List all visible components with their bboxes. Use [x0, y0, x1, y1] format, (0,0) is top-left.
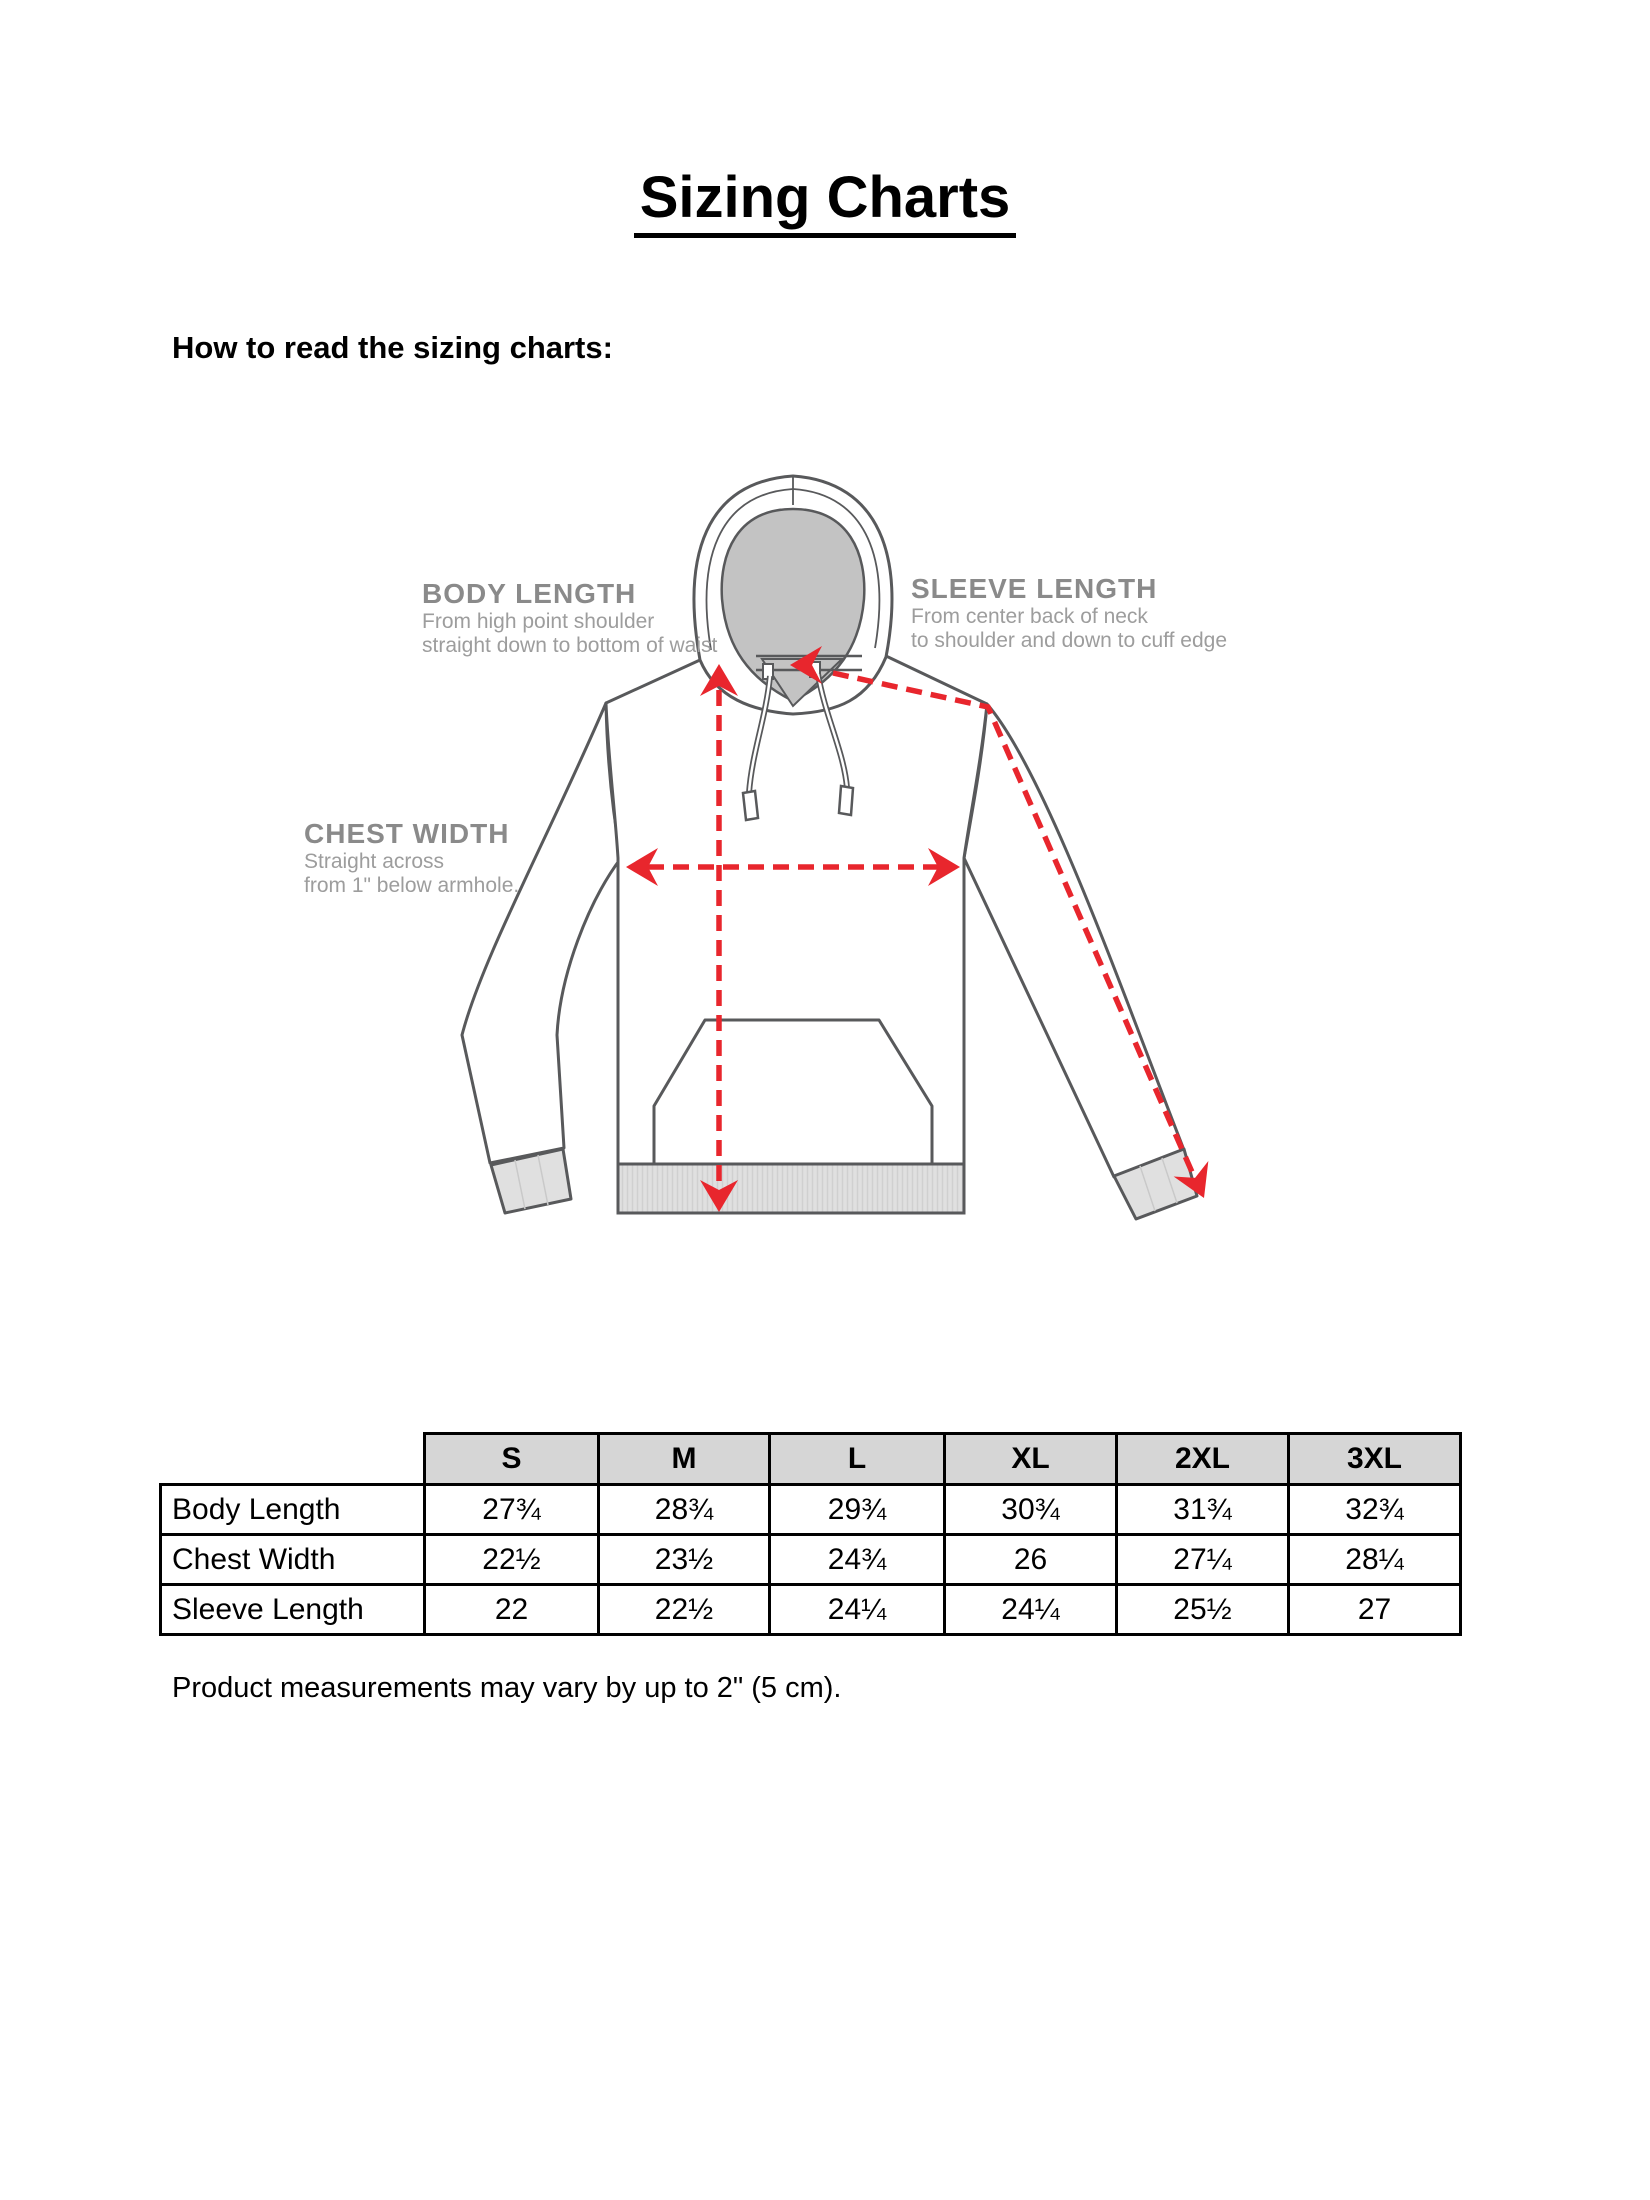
- table-cell: 23½: [599, 1535, 770, 1585]
- table-cell: 22½: [425, 1535, 599, 1585]
- size-table: [159, 1432, 1462, 1636]
- table-cell: 25½: [1117, 1585, 1289, 1635]
- chest-width-label: [304, 818, 519, 897]
- table-cell: 22: [425, 1585, 599, 1635]
- left-sleeve: [462, 703, 621, 1163]
- col-header-2xl: 2XL: [1117, 1434, 1289, 1485]
- table-cell: 29¾: [770, 1485, 945, 1535]
- table-cell: 26: [945, 1535, 1117, 1585]
- sleeve-length-title: SLEEVE LENGTH: [911, 573, 1158, 604]
- table-cell: 24¾: [770, 1535, 945, 1585]
- table-cell: 24¼: [770, 1585, 945, 1635]
- sleeve-length-desc-2: to shoulder and down to cuff edge: [911, 628, 1228, 652]
- body-length-desc-1: From high point shoulder: [422, 610, 655, 633]
- table-cell: 24¼: [945, 1585, 1117, 1635]
- row-label: Sleeve Length: [161, 1585, 425, 1635]
- body-length-label: [422, 578, 717, 657]
- col-header-3xl: 3XL: [1289, 1434, 1461, 1485]
- table-row-sleeve-length: [161, 1585, 1461, 1635]
- chest-width-desc-2: from 1" below armhole.: [304, 873, 520, 897]
- footnote: Product measurements may vary by up to 2" (5 cm).: [172, 1672, 842, 1704]
- body-length-title: BODY LENGTH: [422, 578, 637, 609]
- kangaroo-pocket: [654, 1020, 932, 1164]
- table-cell: 32¾: [1289, 1485, 1461, 1535]
- waistband: [618, 1164, 964, 1213]
- table-cell: 27: [1289, 1585, 1461, 1635]
- corner-cell: [161, 1434, 425, 1485]
- table-cell: 27¼: [1117, 1535, 1289, 1585]
- table-cell: 28¼: [1289, 1535, 1461, 1585]
- sleeve-length-desc-1: From center back of neck: [911, 605, 1148, 628]
- col-header-l: L: [770, 1434, 945, 1485]
- right-sleeve: [964, 704, 1184, 1177]
- row-label: Chest Width: [161, 1535, 425, 1585]
- table-cell: 28¾: [599, 1485, 770, 1535]
- col-header-s: S: [425, 1434, 599, 1485]
- table-row-chest-width: [161, 1535, 1461, 1585]
- size-table-header-row: [161, 1434, 1461, 1485]
- col-header-xl: XL: [945, 1434, 1117, 1485]
- page-title: Sizing Charts: [634, 168, 1017, 238]
- table-cell: 31¾: [1117, 1485, 1289, 1535]
- chest-width-title: CHEST WIDTH: [304, 818, 510, 849]
- chest-width-desc-1: Straight across: [304, 850, 445, 873]
- sleeve-length-label: [911, 573, 1227, 652]
- table-cell: 22½: [599, 1585, 770, 1635]
- body-length-desc-2: straight down to bottom of waist: [422, 633, 718, 657]
- table-cell: 30¾: [945, 1485, 1117, 1535]
- section-heading: How to read the sizing charts:: [172, 330, 613, 365]
- row-label: Body Length: [161, 1485, 425, 1535]
- table-row-body-length: [161, 1485, 1461, 1535]
- col-header-m: M: [599, 1434, 770, 1485]
- table-cell: 27¾: [425, 1485, 599, 1535]
